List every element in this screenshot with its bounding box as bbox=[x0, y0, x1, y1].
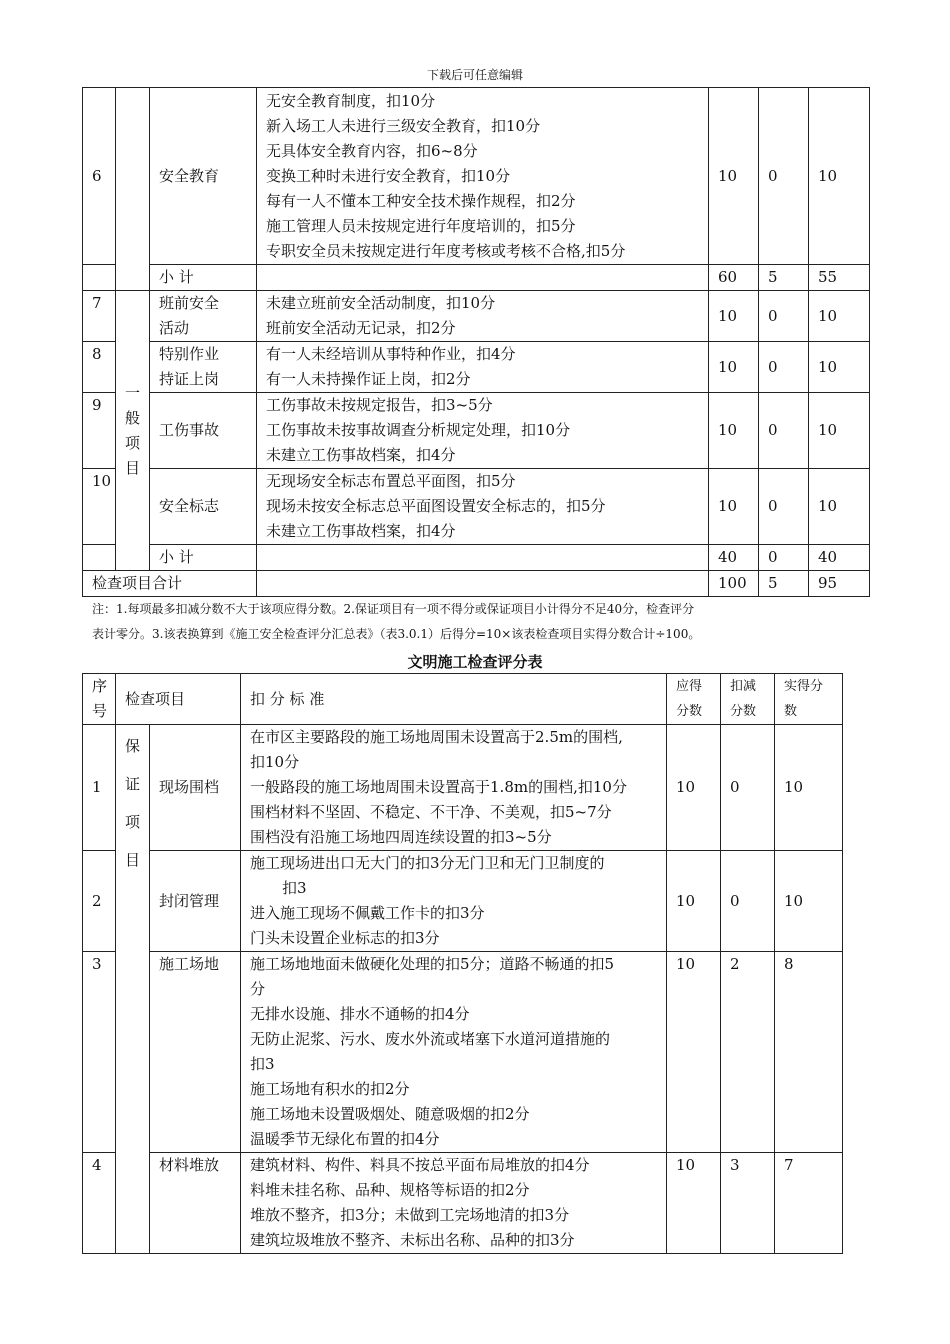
row-actual: 8 bbox=[775, 952, 843, 1153]
row-no: 7 bbox=[83, 291, 116, 342]
row-deduct: 0 bbox=[759, 469, 809, 545]
row-criteria bbox=[257, 265, 709, 291]
row-deduct: 0 bbox=[759, 545, 809, 571]
row-item: 小 计 bbox=[150, 265, 257, 291]
header-no: 序 号 bbox=[83, 674, 116, 725]
row-no bbox=[83, 265, 116, 291]
row-item: 施工场地 bbox=[150, 952, 241, 1153]
row-actual: 10 bbox=[775, 725, 843, 851]
row-item: 现场围档 bbox=[150, 725, 241, 851]
row-should: 10 bbox=[667, 851, 721, 952]
row-criteria: 建筑材料、构件、料具不按总平面布局堆放的扣4分 料堆未挂名称、品种、规格等标语的扣2分 堆放不整齐，扣3分；未做到工完场地清的扣3分 建筑垃圾堆放不整齐、未标出名称、品种的扣3分 bbox=[241, 1153, 667, 1254]
row-deduct: 2 bbox=[721, 952, 775, 1153]
row-deduct: 5 bbox=[759, 265, 809, 291]
row-should: 10 bbox=[667, 952, 721, 1153]
total-actual: 95 bbox=[809, 571, 870, 597]
header-deduct: 扣减 分数 bbox=[721, 674, 775, 725]
row-actual: 55 bbox=[809, 265, 870, 291]
row-criteria: 无现场安全标志布置总平面图，扣5分 现场未按安全标志总平面图设置安全标志的，扣5分 未建立工伤事故档案，扣4分 bbox=[257, 469, 709, 545]
row-actual: 7 bbox=[775, 1153, 843, 1254]
row-criteria: 有一人未经培训从事特种作业，扣4分 有一人未持操作证上岗，扣2分 bbox=[257, 342, 709, 393]
row-item: 工伤事故 bbox=[150, 393, 257, 469]
civilized-construction-table bbox=[82, 673, 843, 1254]
row-no: 1 bbox=[83, 725, 116, 851]
row-item: 小 计 bbox=[150, 545, 257, 571]
total-deduct: 5 bbox=[759, 571, 809, 597]
row-actual: 10 bbox=[809, 342, 870, 393]
row-no: 9 bbox=[83, 393, 116, 469]
header-actual: 实得分 数 bbox=[775, 674, 843, 725]
row-deduct: 0 bbox=[759, 393, 809, 469]
row-criteria bbox=[257, 545, 709, 571]
row-item: 安全标志 bbox=[150, 469, 257, 545]
row-item: 封闭管理 bbox=[150, 851, 241, 952]
group-label: 保 证 项 目 bbox=[116, 725, 150, 1254]
row-criteria: 工伤事故未按规定报告，扣3~5分 工伤事故未按事故调查分析规定处理，扣10分 未建立工伤事故档案，扣4分 bbox=[257, 393, 709, 469]
row-item: 特别作业 持证上岗 bbox=[150, 342, 257, 393]
row-deduct: 0 bbox=[759, 342, 809, 393]
row-actual: 10 bbox=[809, 469, 870, 545]
row-item: 班前安全 活动 bbox=[150, 291, 257, 342]
row-no: 2 bbox=[83, 851, 116, 952]
row-no: 10 bbox=[83, 469, 116, 545]
row-should: 10 bbox=[709, 469, 759, 545]
header-item: 检查项目 bbox=[116, 674, 241, 725]
safety-inspection-table bbox=[82, 87, 870, 597]
table2-title: 文明施工检查评分表 bbox=[407, 653, 543, 671]
row-no bbox=[83, 545, 116, 571]
row-no: 8 bbox=[83, 342, 116, 393]
row-actual: 10 bbox=[775, 851, 843, 952]
row-criteria: 施工现场进出口无大门的扣3分无门卫和无门卫制度的 扣3 进入施工现场不佩戴工作卡的扣3分 门头未设置企业标志的扣3分 bbox=[241, 851, 667, 952]
row-criteria: 施工场地地面未做硬化处理的扣5分；道路不畅通的扣5 分 无排水设施、排水不通畅的扣4分 无防止泥浆、污水、废水外流或堵塞下水道河道措施的 扣3 施工场地有积水的扣2分 施工场地未设置吸烟处、随意吸烟的扣2分 温暖季节无绿化布置的扣4分 bbox=[241, 952, 667, 1153]
row-should: 10 bbox=[709, 342, 759, 393]
group-label: 一 般 项 目 bbox=[116, 291, 150, 571]
note-line-1: 注：1.每项最多扣减分数不大于该项应得分数。2.保证项目有一项不得分或保证项目小计得分不足40分，检查评分 bbox=[92, 602, 695, 616]
row-criteria: 未建立班前安全活动制度，扣10分 班前安全活动无记录，扣2分 bbox=[257, 291, 709, 342]
row-should: 60 bbox=[709, 265, 759, 291]
row-no: 3 bbox=[83, 952, 116, 1153]
total-label: 检查项目合计 bbox=[83, 571, 257, 597]
row-should: 10 bbox=[667, 725, 721, 851]
row-actual: 40 bbox=[809, 545, 870, 571]
row-actual: 10 bbox=[809, 88, 870, 265]
total-criteria bbox=[257, 571, 709, 597]
row-should: 10 bbox=[709, 291, 759, 342]
row-should: 10 bbox=[667, 1153, 721, 1254]
group-cell-blank bbox=[116, 88, 150, 291]
row-item: 材料堆放 bbox=[150, 1153, 241, 1254]
row-deduct: 0 bbox=[759, 88, 809, 265]
row-should: 10 bbox=[709, 88, 759, 265]
page-header: 下载后可任意编辑 bbox=[426, 68, 523, 82]
row-should: 10 bbox=[709, 393, 759, 469]
row-item: 安全教育 bbox=[150, 88, 257, 265]
row-deduct: 3 bbox=[721, 1153, 775, 1254]
row-should: 40 bbox=[709, 545, 759, 571]
total-should: 100 bbox=[709, 571, 759, 597]
header-should: 应得 分数 bbox=[667, 674, 721, 725]
row-deduct: 0 bbox=[721, 851, 775, 952]
note-line-2: 表计零分。3.该表换算到《施工安全检查评分汇总表》（表3.0.1）后得分=10×该表检查项目实得分数合计÷100。 bbox=[92, 627, 701, 641]
row-no: 6 bbox=[83, 88, 116, 265]
row-no: 4 bbox=[83, 1153, 116, 1254]
row-actual: 10 bbox=[809, 393, 870, 469]
row-criteria: 在市区主要路段的施工场地周围未设置高于2.5m的围档, 扣10分 一般路段的施工场地周围未设置高于1.8m的围档,扣10分 围档材料不坚固、不稳定、不干净、不美观，扣5~7分 围档没有沿施工场地四周连续设置的扣3~5分 bbox=[241, 725, 667, 851]
row-actual: 10 bbox=[809, 291, 870, 342]
header-criteria: 扣 分 标 准 bbox=[241, 674, 667, 725]
row-deduct: 0 bbox=[721, 725, 775, 851]
row-criteria: 无安全教育制度，扣10分 新入场工人未进行三级安全教育，扣10分 无具体安全教育内容，扣6~8分 变换工种时未进行安全教育，扣10分 每有一人不懂本工种安全技术操作规程，扣2分 施工管理人员未按规定进行年度培训的，扣5分 专职安全员未按规定进行年度考核或考核不合格,扣5分 bbox=[257, 88, 709, 265]
row-deduct: 0 bbox=[759, 291, 809, 342]
